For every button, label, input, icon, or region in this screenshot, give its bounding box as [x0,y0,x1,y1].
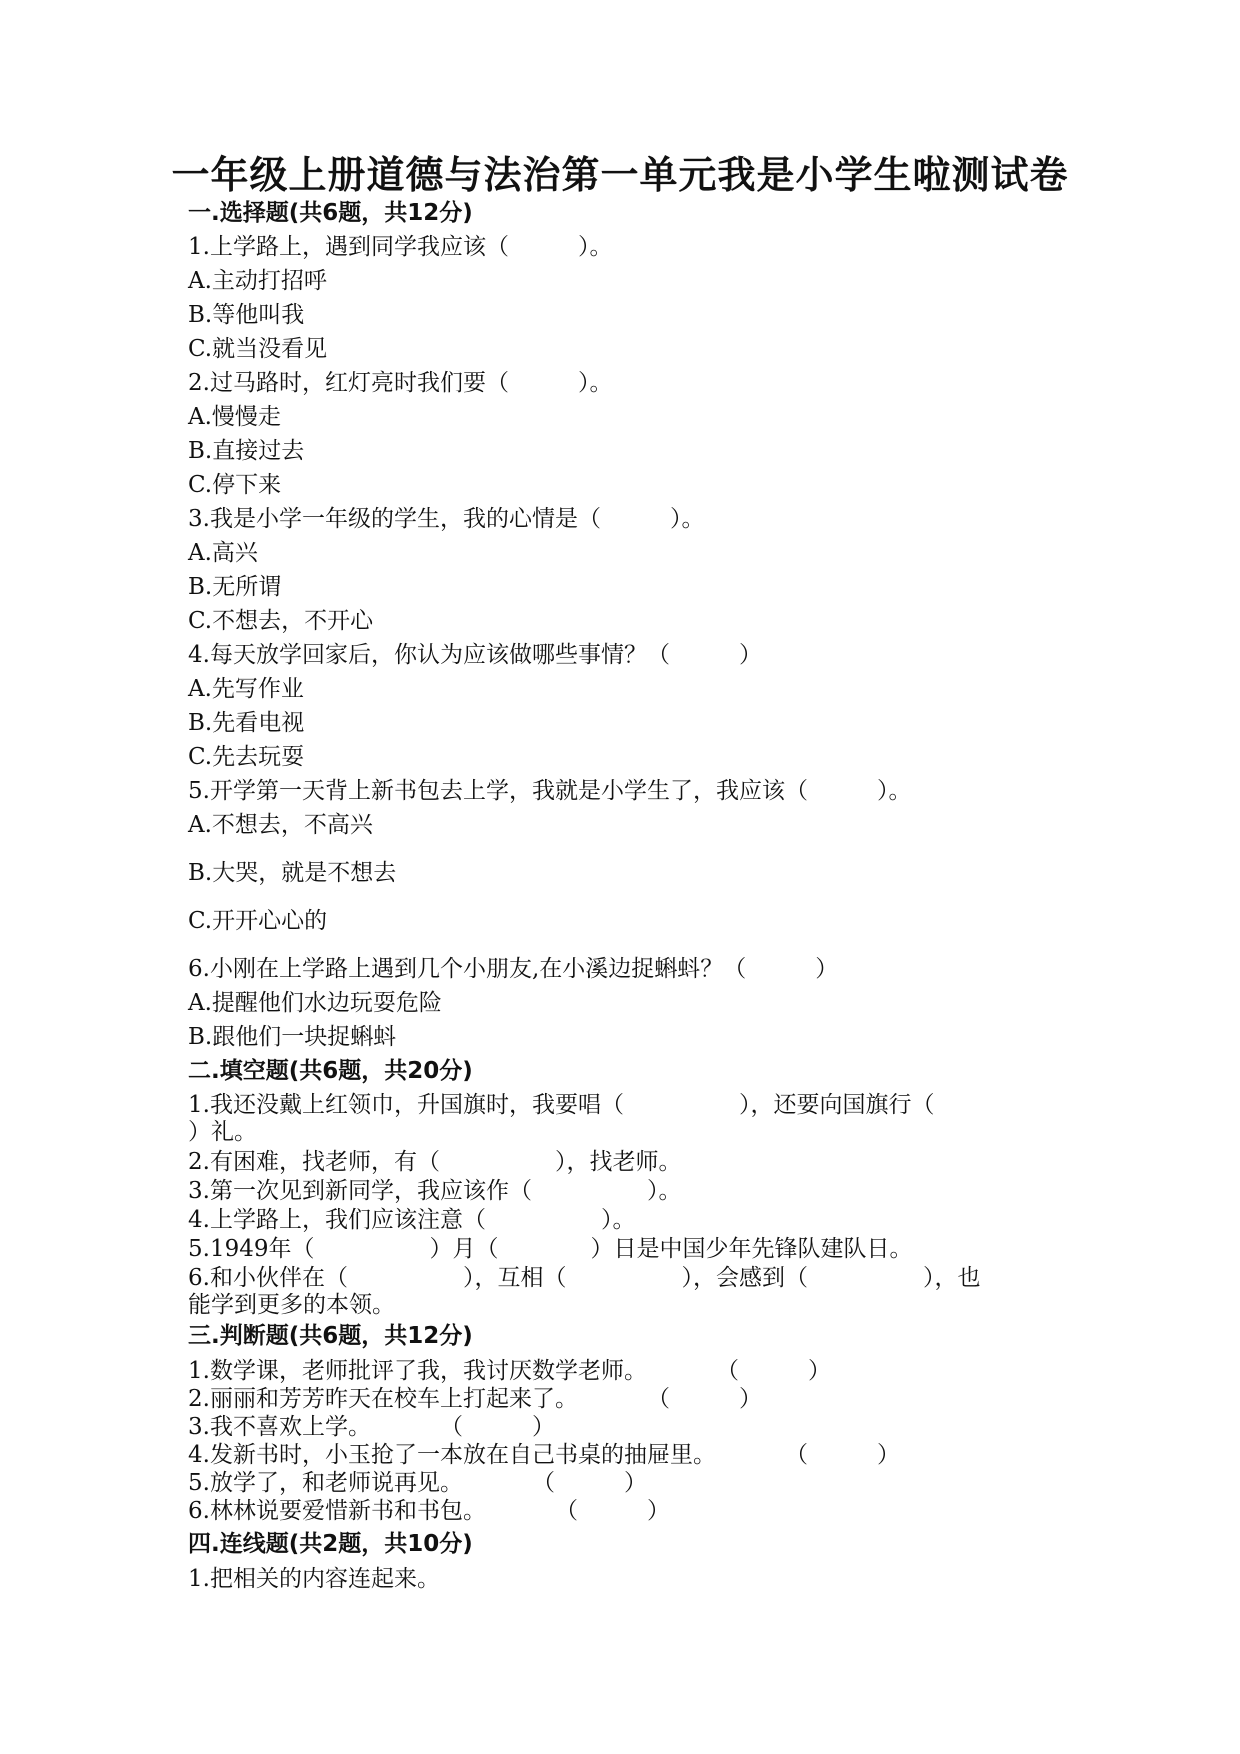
question-option: B.跟他们一块捉蝌蚪 [188,1024,397,1050]
question-option: A.不想去，不高兴 [188,812,373,838]
question-option: C.开开心心的 [188,908,328,934]
section-heading-matching: 四.连线题(共2题，共10分) [188,1531,473,1557]
question-option: B.无所谓 [188,574,282,600]
question-option: B.直接过去 [188,438,305,464]
exam-title: 一年级上册道德与法治第一单元我是小学生啦测试卷 [171,152,1069,197]
question-option: B.先看电视 [188,710,305,736]
question-stem: 5.开学第一天背上新书包去上学，我就是小学生了，我应该（ ）。 [188,778,912,804]
fill-blank-item: 1.我还没戴上红领巾，升国旗时，我要唱（ ），还要向国旗行（ [188,1092,935,1118]
question-stem: 6.小刚在上学路上遇到几个小朋友,在小溪边捉蝌蚪？（ ） [188,956,839,982]
question-option: B.等他叫我 [188,302,305,328]
section-heading-true-false: 三.判断题(共6题，共12分) [188,1323,473,1349]
section-heading-choice: 一.选择题(共6题，共12分) [188,200,473,226]
fill-blank-item: 4.上学路上，我们应该注意（ ）。 [188,1207,636,1233]
question-stem: 1.上学路上，遇到同学我应该（ ）。 [188,234,613,260]
true-false-item: 6.林林说要爱惜新书和书包。 （ ） [188,1498,670,1524]
fill-blank-item: 5.1949年（ ）月（ ）日是中国少年先锋队建队日。 [188,1236,913,1262]
true-false-item: 1.数学课，老师批评了我，我讨厌数学老师。 （ ） [188,1358,831,1384]
fill-blank-item-continued: ）礼。 [188,1119,257,1145]
question-option: A.主动打招呼 [188,268,327,294]
question-option: C.不想去，不开心 [188,608,374,634]
question-stem: 3.我是小学一年级的学生，我的心情是（ ）。 [188,506,705,532]
question-option: C.先去玩耍 [188,744,305,770]
true-false-item: 4.发新书时，小玉抢了一本放在自己书桌的抽屉里。 （ ） [188,1442,900,1468]
question-option: B.大哭，就是不想去 [188,860,397,886]
question-stem: 2.过马路时，红灯亮时我们要（ ）。 [188,370,613,396]
true-false-item: 5.放学了，和老师说再见。 （ ） [188,1470,647,1496]
question-stem: 4.每天放学回家后，你认为应该做哪些事情？（ ） [188,642,762,668]
true-false-item: 3.我不喜欢上学。 （ ） [188,1414,555,1440]
true-false-item: 2.丽丽和芳芳昨天在校车上打起来了。 （ ） [188,1386,762,1412]
fill-blank-item-continued: 能学到更多的本领。 [188,1292,395,1318]
matching-item: 1.把相关的内容连起来。 [188,1566,440,1592]
question-option: C.就当没看见 [188,336,328,362]
question-option: A.提醒他们水边玩耍危险 [188,990,442,1016]
fill-blank-item: 2.有困难，找老师，有（ ），找老师。 [188,1149,682,1175]
question-option: A.先写作业 [188,676,304,702]
section-heading-fill-blank: 二.填空题(共6题，共20分) [188,1058,473,1084]
question-option: A.高兴 [188,540,258,566]
question-option: C.停下来 [188,472,282,498]
fill-blank-item: 6.和小伙伴在（ ），互相（ ），会感到（ ），也 [188,1265,981,1291]
question-option: A.慢慢走 [188,404,281,430]
fill-blank-item: 3.第一次见到新同学，我应该作（ ）。 [188,1178,682,1204]
